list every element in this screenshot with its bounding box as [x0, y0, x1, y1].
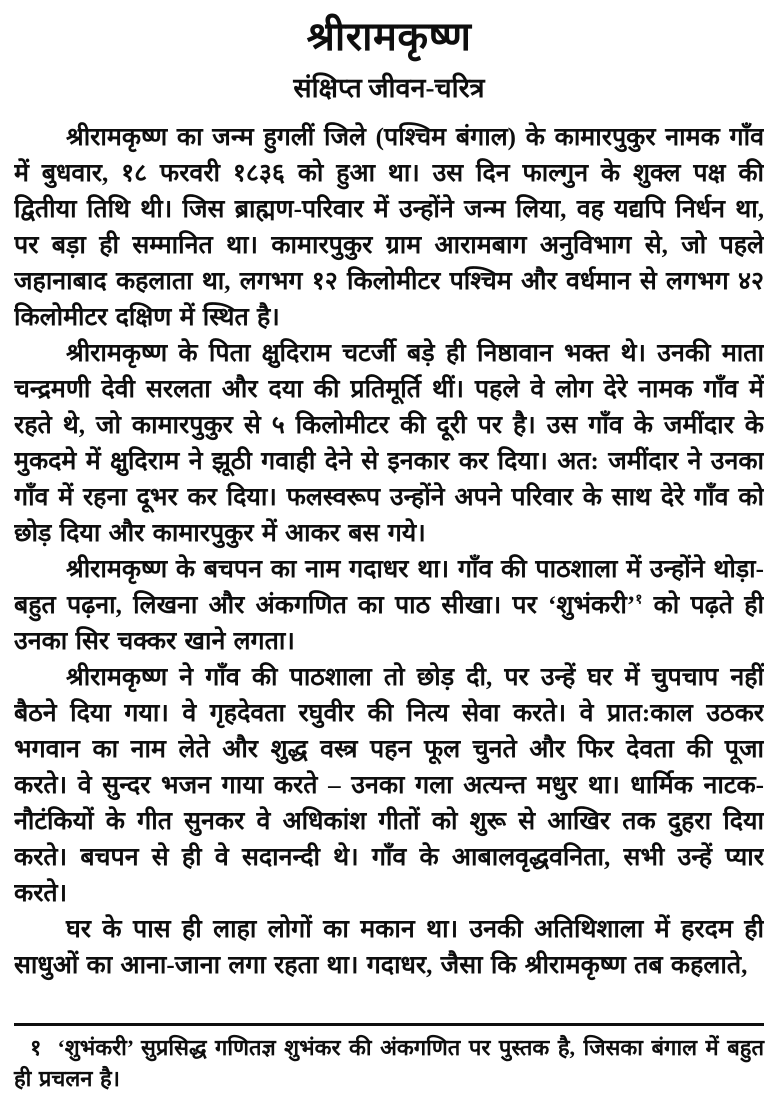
footnote: [14, 1033, 764, 1094]
footnote-ref-superscript: १: [635, 591, 643, 607]
paragraph-birth: श्रीरामकृष्ण का जन्म हुगलीं जिले (पश्चिम बंगाल) के कामारपुकुर नामक गाँव में बुधवार, १८ फरवरी १८३६ को हुआ था। उस दिन फाल्गुन के शुक्ल पक्ष की द्वितीया तिथि थी। जिस ब्राह्मण-परिवार में उन्होंने जन्म लिया, वह यद्यपि निर्धन था, पर बड़ा ही सम्मानित था। कामारपुकुर ग्राम आरामबाग अनुविभाग से, जो पहले जहानाबाद कहलाता था, लगभग १२ किलोमीटर पश्चिम और वर्धमान से लगभग ४२ किलोमीटर दक्षिण में स्थित है।: [14, 123, 764, 331]
paragraph-childhood: [14, 552, 764, 660]
page-title: श्रीरामकृष्ण: [306, 14, 472, 59]
footnote-divider: [14, 1023, 764, 1026]
paragraph-devotion: श्रीरामकृष्ण ने गाँव की पाठशाला तो छोड़ दी, पर उन्हें घर में चुपचाप नहीं बैठने दिया गया। वे गृहदेवता रघुवीर की नित्य सेवा करते। वे प्रात:काल उठकर भगवान का नाम लेते और शुद्ध वस्त्र पहन फूल चुनते और फिर देवता की पूजा करते। वे सुन्दर भजन गाया करते – उनका गला अत्यन्त मधुर था। धार्मिक नाटक-नौटंकियों के गीत सुनकर वे अधिकांश गीतों को शुरू से आखिर तक दुहरा दिया करते। बचपन से ही वे सदानन्दी थे। गाँव के आबालवृद्धवनिता, सभी उन्हें प्यार करते।: [14, 663, 764, 907]
paragraph-laha-house: घर के पास ही लाहा लोगों का मकान था। उनकी अतिथिशाला में हरदम ही साधुओं का आना-जाना लगा रहता था। गदाधर, जैसा कि श्रीरामकृष्ण तब कहलाते,: [14, 915, 764, 979]
paragraph-parents: श्रीरामकृष्ण के पिता क्षुदिराम चटर्जी बड़े ही निष्ठावान भक्त थे। उनकी माता चन्द्रमणी देवी सरलता और दया की प्रतिमूर्ति थीं। पहले वे लोग देरे नामक गाँव में रहते थे, जो कामारपुकुर से ५ किलोमीटर की दूरी पर है। उस गाँव के जमींदार के मुकदमे में क्षुदिराम ने झूठी गवाही देने से इनकार कर दिया। अत: जमींदार ने उनका गाँव में रहना दूभर कर दिया। फलस्वरूप उन्होंने अपने परिवार के साथ देरे गाँव को छोड़ दिया और कामारपुकुर में आकर बस गये।: [14, 339, 764, 547]
paragraph-childhood-continuation: को पढ़ते ही उनका सिर चक्कर खाने लगता।: [14, 591, 764, 655]
body-text: [14, 120, 764, 1018]
footnote-text: ‘शुभंकरी’ सुप्रसिद्ध गणितज्ञ शुभंकर की अंकगणित पर पुस्तक है, जिसका बंगाल में बहुत ही प्रचलन है।: [14, 1035, 764, 1091]
paragraph-childhood-text: श्रीरामकृष्ण के बचपन का नाम गदाधर था। गाँव की पाठशाला में उन्होंने थोड़ा-बहुत पढ़ना, लिखना और अंकगणित का पाठ सीखा। पर ‘शुभंकरी’: [14, 555, 764, 619]
footnote-block: [14, 1017, 764, 1094]
page-subtitle: संक्षिप्त जीवन-चरित्र: [293, 73, 485, 103]
footnote-marker: १: [30, 1035, 42, 1061]
